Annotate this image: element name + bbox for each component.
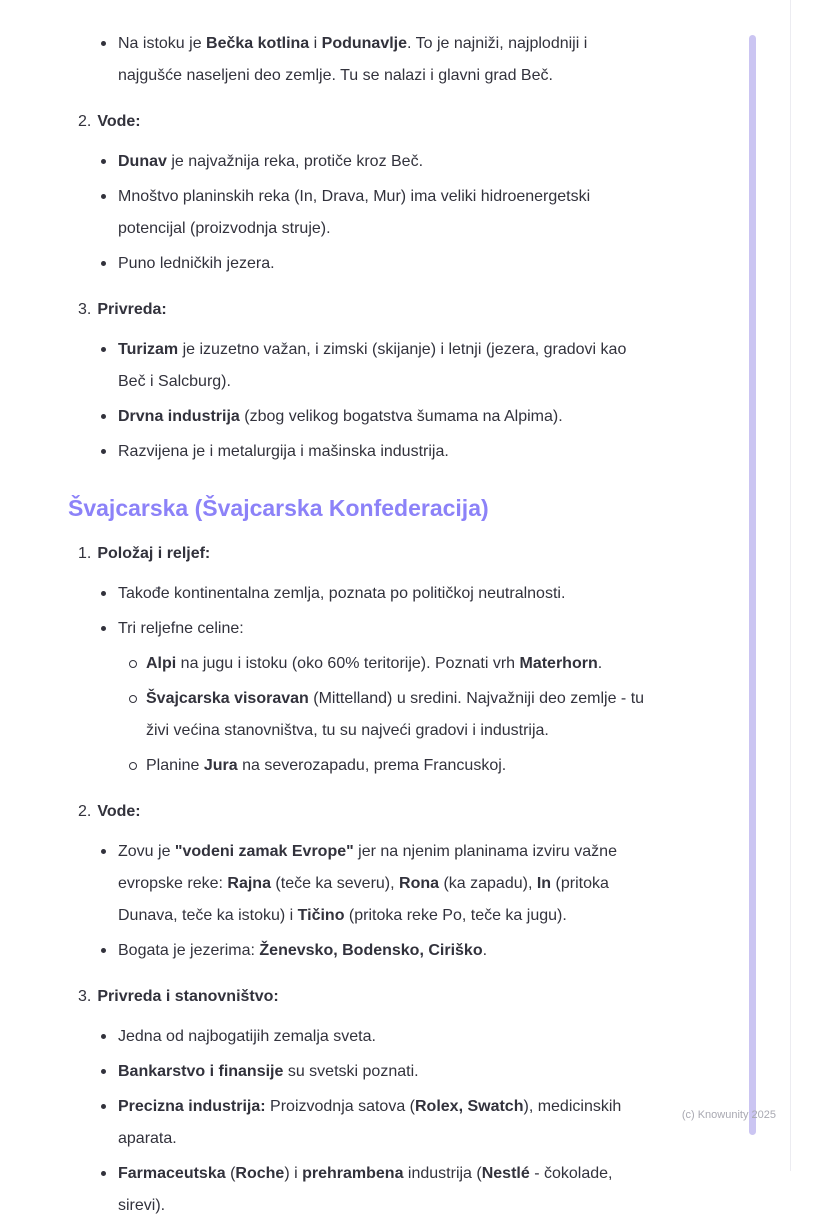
bold-text: Rajna (227, 875, 271, 892)
numbered-item (78, 796, 654, 828)
bold-text: Farmaceutska (118, 1165, 226, 1182)
bold-text: Alpi (146, 655, 177, 672)
list-item-text (146, 750, 654, 782)
list-item-text (118, 334, 654, 398)
numbered-item (78, 106, 654, 138)
plain-text: industrija ( (403, 1165, 482, 1182)
plain-text: . To je najniži, najplodniji i najgušće naseljeni deo zemlje. Tu se nalazi i glavni grad Beč. (118, 35, 588, 84)
bullet-icon (100, 248, 118, 280)
bold-text: Jura (203, 757, 238, 774)
circle-bullet-icon (128, 683, 146, 747)
plain-text: . (597, 655, 603, 672)
list-item (78, 401, 654, 433)
plain-text: Zovu je (118, 843, 175, 860)
bold-text: Privreda: (97, 301, 167, 318)
bold-text: Ženevsko, Bodensko, Ciriško (259, 942, 483, 959)
plain-text: su svetski poznati. (283, 1063, 419, 1080)
list-item (78, 683, 654, 747)
list-item-text (146, 683, 654, 747)
numbered-item (78, 538, 654, 570)
item-number: 1. (78, 545, 92, 562)
bold-text: Materhorn (519, 655, 598, 672)
bullet-icon (100, 1091, 118, 1155)
list-item (78, 146, 654, 178)
plain-text: Bogata je jezerima: (118, 942, 260, 959)
bullet-icon (100, 1056, 118, 1088)
plain-text: i (309, 35, 322, 52)
bold-text: Rolex, Swatch (415, 1098, 524, 1115)
list-item-text (118, 1021, 654, 1053)
section-heading: Švajcarska (Švajcarska Konfederacija) (68, 495, 489, 521)
circle-bullet-icon (128, 648, 146, 680)
bold-text: "vodeni zamak Evrope" (174, 843, 354, 860)
plain-text: ) i (284, 1165, 303, 1182)
list-item-text (118, 28, 654, 92)
bold-text: Rona (399, 875, 440, 892)
bold-text: prehrambena (302, 1165, 404, 1182)
list-item-text (146, 648, 654, 680)
list-item (78, 1021, 654, 1053)
bullet-icon (100, 836, 118, 932)
plain-text: (pritoka Dunava, teče ka istoku) i (118, 875, 609, 924)
plain-text: na severozapadu, prema Francuskoj. (237, 757, 507, 774)
list-item (78, 648, 654, 680)
bold-text: Švajcarska visoravan (146, 690, 309, 707)
bullet-icon (100, 181, 118, 245)
bullet-icon (100, 1158, 118, 1222)
scrollbar[interactable] (749, 35, 756, 1135)
numbered-item (78, 981, 654, 1013)
list-item-text (118, 613, 654, 645)
bullet-icon (100, 334, 118, 398)
bold-text: Precizna industrija: (118, 1098, 266, 1115)
circle-bullet-icon (128, 750, 146, 782)
plain-text: Proizvodnja satova ( (265, 1098, 415, 1115)
bold-text: Podunavlje (321, 35, 408, 52)
item-number: 3. (78, 988, 92, 1005)
bullet-icon (100, 935, 118, 967)
plain-text: je najvažnija reka, protiče kroz Beč. (166, 153, 424, 170)
bold-text: Drvna industrija (118, 408, 240, 425)
list-item (78, 181, 654, 245)
list-item (78, 1158, 654, 1222)
plain-text: (ka zapadu), (439, 875, 537, 892)
plain-text: Na istoku je (118, 35, 207, 52)
bullet-icon (100, 436, 118, 468)
plain-text: Jedna od najbogatijih zemalja sveta. (118, 1028, 376, 1045)
list-item (78, 1056, 654, 1088)
plain-text: (Mittelland) u sredini. Najvažniji deo zemlje - tu živi većina stanovništva, tu su najveći gradovi i industrija. (146, 690, 645, 739)
list-item-text (118, 181, 654, 245)
list-item (78, 248, 654, 280)
plain-text: Mnoštvo planinskih reka (In, Drava, Mur) ima veliki hidroenergetski potencijal (proizvodnja struje). (118, 188, 591, 237)
bold-text: Tičino (297, 907, 345, 924)
plain-text: (zbog velikog bogatstva šumama na Alpima). (239, 408, 563, 425)
bullet-icon (100, 28, 118, 92)
bold-text: Turizam (118, 341, 179, 358)
document-content (68, 28, 654, 1225)
plain-text: je izuzetno važan, i zimski (skijanje) i letnji (jezera, gradovi kao Beč i Salcburg). (118, 341, 627, 390)
list-item-text (118, 1091, 654, 1155)
plain-text: Tri reljefne celine: (118, 620, 244, 637)
item-label (97, 538, 210, 570)
bold-text: Bankarstvo i finansije (118, 1063, 284, 1080)
plain-text: (pritoka reke Po, teče ka jugu). (344, 907, 567, 924)
bullet-icon (100, 613, 118, 645)
plain-text: Razvijena je i metalurgija i mašinska industrija. (118, 443, 449, 460)
list-item (78, 836, 654, 932)
plain-text: ), medicinskih aparata. (118, 1098, 622, 1147)
plain-text: . (482, 942, 488, 959)
bullet-icon (100, 1021, 118, 1053)
list-item-text (118, 146, 654, 178)
list-item-text (118, 836, 654, 932)
plain-text: Puno ledničkih jezera. (118, 255, 275, 272)
item-number: 3. (78, 301, 92, 318)
bold-text: Vode: (97, 803, 141, 820)
list-item (78, 28, 654, 92)
numbered-item (78, 294, 654, 326)
list-item-text (118, 248, 654, 280)
bold-text: Nestlé (481, 1165, 530, 1182)
item-label (97, 981, 278, 1013)
bullet-icon (100, 146, 118, 178)
bold-text: Vode: (97, 113, 141, 130)
item-label (97, 106, 140, 138)
plain-text: - čokolade, sirevi). (118, 1165, 613, 1214)
list-item-text (118, 1158, 654, 1222)
plain-text: Takođe kontinentalna zemlja, poznata po političkoj neutralnosti. (118, 585, 566, 602)
item-number: 2. (78, 803, 92, 820)
list-item (78, 334, 654, 398)
bold-text: Položaj i reljef: (97, 545, 211, 562)
list-item-text (118, 401, 654, 433)
list-item (78, 578, 654, 610)
list-item (78, 935, 654, 967)
list-item-text (118, 935, 654, 967)
bullet-icon (100, 578, 118, 610)
bold-text: Roche (235, 1165, 285, 1182)
plain-text: ( (225, 1165, 236, 1182)
plain-text: na jugu i istoku (oko 60% teritorije). Poznati vrh (176, 655, 520, 672)
list-item-text (118, 578, 654, 610)
bold-text: In (536, 875, 552, 892)
watermark-text: (c) Knowunity 2025 (681, 1109, 776, 1121)
bold-text: Privreda i stanovništvo: (97, 988, 279, 1005)
list-item (78, 613, 654, 645)
list-item (78, 750, 654, 782)
list-item (78, 1091, 654, 1155)
list-item-text (118, 436, 654, 468)
item-number: 2. (78, 113, 92, 130)
bold-text: Bečka kotlina (206, 35, 310, 52)
plain-text: (teče ka severu), (270, 875, 400, 892)
list-item-text (118, 1056, 654, 1088)
bullet-icon (100, 401, 118, 433)
item-label (97, 294, 166, 326)
item-label (97, 796, 140, 828)
plain-text: jer na njenim planinama izviru važne evropske reke: (118, 843, 617, 892)
page-edge-divider (790, 0, 791, 1171)
plain-text: Planine (146, 757, 204, 774)
list-item (78, 436, 654, 468)
bold-text: Dunav (118, 153, 167, 170)
